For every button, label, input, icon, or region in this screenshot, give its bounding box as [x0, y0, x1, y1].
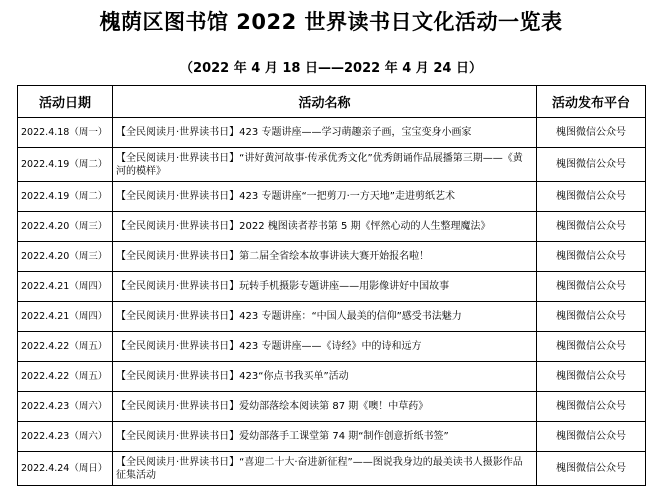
activity-date: 2022.4.21（周四） [18, 272, 113, 302]
header-date: 活动日期 [18, 86, 113, 118]
activity-date: 2022.4.24（周日） [18, 452, 113, 486]
page-title: 槐荫区图书馆 2022 世界读书日文化活动一览表 [99, 10, 563, 34]
activity-platform: 槐图微信公众号 [537, 212, 646, 242]
activity-platform: 槐图微信公众号 [537, 242, 646, 272]
activity-name: 【全民阅读月·世界读书日】“喜迎二十大·奋进新征程”——图说我身边的最美读书人摄影作品征集活动 [113, 452, 537, 486]
activity-name: 【全民阅读月·世界读书日】423 专题讲座：“中国人最美的信仰”感受书法魅力 [113, 302, 537, 332]
activity-platform: 槐图微信公众号 [537, 118, 646, 148]
activity-platform: 槐图微信公众号 [537, 422, 646, 452]
activity-platform: 槐图微信公众号 [537, 302, 646, 332]
table-row [18, 118, 646, 148]
activity-name: 【全民阅读月·世界读书日】爱幼部落绘本阅读第 87 期《噢！中草药》 [113, 392, 537, 422]
activity-platform: 槐图微信公众号 [537, 182, 646, 212]
table-row [18, 332, 646, 362]
table-row [18, 182, 646, 212]
table-row [18, 422, 646, 452]
activity-date: 2022.4.22（周五） [18, 362, 113, 392]
table-header-row [18, 86, 646, 118]
activity-name: 【全民阅读月·世界读书日】爱幼部落手工课堂第 74 期“制作创意折纸书签” [113, 422, 537, 452]
activity-platform: 槐图微信公众号 [537, 362, 646, 392]
table-row [18, 362, 646, 392]
activity-name: 【全民阅读月·世界读书日】2022 槐图读者荐书第 5 期《怦然心动的人生整理魔法》 [113, 212, 537, 242]
activity-platform: 槐图微信公众号 [537, 332, 646, 362]
activity-date: 2022.4.20（周三） [18, 212, 113, 242]
activity-date: 2022.4.18（周一） [18, 118, 113, 148]
table-row [18, 452, 646, 486]
activity-name: 【全民阅读月·世界读书日】423“你点书我买单”活动 [113, 362, 537, 392]
activity-platform: 槐图微信公众号 [537, 148, 646, 182]
activity-date: 2022.4.22（周五） [18, 332, 113, 362]
table-row [18, 392, 646, 422]
activity-date: 2022.4.20（周三） [18, 242, 113, 272]
activity-date: 2022.4.19（周二） [18, 182, 113, 212]
header-activity-name: 活动名称 [113, 86, 537, 118]
activity-name: 【全民阅读月·世界读书日】玩转手机摄影专题讲座——用影像讲好中国故事 [113, 272, 537, 302]
activity-date: 2022.4.23（周六） [18, 422, 113, 452]
date-range-subtitle: （2022 年 4 月 18 日——2022 年 4 月 24 日） [180, 61, 482, 76]
activity-name: 【全民阅读月·世界读书日】423 专题讲座“一把剪刀·一方天地”走进剪纸艺术 [113, 182, 537, 212]
activity-name: 【全民阅读月·世界读书日】第二届全省绘本故事讲读大赛开始报名啦！ [113, 242, 537, 272]
activity-date: 2022.4.21（周四） [18, 302, 113, 332]
activity-name: 【全民阅读月·世界读书日】423 专题讲座——《诗经》中的诗和远方 [113, 332, 537, 362]
header-platform: 活动发布平台 [537, 86, 646, 118]
activity-platform: 槐图微信公众号 [537, 452, 646, 486]
activity-date: 2022.4.23（周六） [18, 392, 113, 422]
table-row [18, 272, 646, 302]
activity-platform: 槐图微信公众号 [537, 392, 646, 422]
activity-name: 【全民阅读月·世界读书日】“讲好黄河故事·传承优秀文化”优秀朗诵作品展播第三期——《黄河的模样》 [113, 148, 537, 182]
activity-name: 【全民阅读月·世界读书日】423 专题讲座——学习萌趣亲子画，宝宝变身小画家 [113, 118, 537, 148]
activity-date: 2022.4.19（周二） [18, 148, 113, 182]
table-row [18, 242, 646, 272]
activity-table [17, 85, 646, 486]
table-row [18, 148, 646, 182]
activity-platform: 槐图微信公众号 [537, 272, 646, 302]
table-row [18, 302, 646, 332]
table-row [18, 212, 646, 242]
